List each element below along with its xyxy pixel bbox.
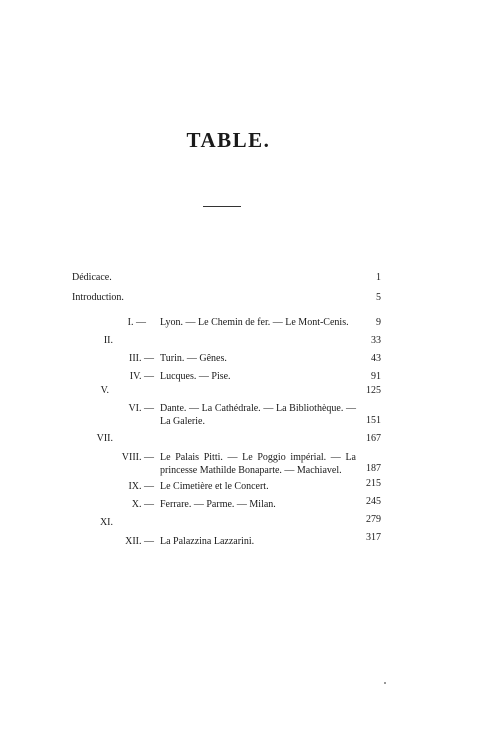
- toc-entry-text: Dédicace.: [72, 272, 112, 283]
- toc-entry-page: 91: [371, 371, 381, 382]
- toc-entry-number: III. —: [129, 353, 154, 364]
- toc-entry-number: I. —: [127, 317, 146, 328]
- toc-entry-number: X. —: [131, 499, 154, 510]
- toc-entry-page: 5: [376, 292, 381, 303]
- toc-entry-page: 43: [371, 353, 381, 364]
- toc-entry-number: XI.: [99, 517, 113, 528]
- title-rule: [203, 206, 241, 207]
- toc-entry-number: VI. —: [128, 403, 154, 414]
- toc-entry-text: Ferrare. — Parme. — Milan.: [160, 499, 276, 510]
- toc-entry-page: 33: [371, 335, 381, 346]
- toc-entry-number: XII. —: [125, 536, 154, 547]
- toc-entry-page: 317: [366, 532, 381, 543]
- toc-entry-page: 167: [366, 433, 381, 444]
- toc-entry-text: Introduction.: [72, 292, 124, 303]
- toc-entry-number: VII.: [96, 433, 113, 444]
- toc-entry-page: 245: [366, 496, 381, 507]
- toc-entry-number: V.: [100, 385, 109, 396]
- toc-entry-page: 215: [366, 478, 381, 489]
- toc-entry-number: II.: [103, 335, 113, 346]
- toc-entry-page: 9: [376, 317, 381, 328]
- toc-entry-text: Turin. — Gênes.: [160, 353, 227, 364]
- toc-entry-text: La Palazzina Lazzarini.: [160, 536, 255, 547]
- toc-entry-page: 1: [376, 272, 381, 283]
- toc-entry-page: 187: [366, 463, 381, 474]
- toc-entry-page: 279: [366, 514, 381, 525]
- toc-entry-page: 151: [366, 415, 381, 426]
- toc-entry-text: Lucques. — Pise.: [160, 371, 231, 382]
- toc-entry-number: IX. —: [128, 481, 154, 492]
- toc-entry-text: Le Palais Pitti. — Le Poggio impérial. — La princesse Mathilde Bonaparte. — Machiavel.: [160, 452, 356, 476]
- toc-entry-text: Dante. — La Cathédrale. — La Bibliothèque. — La Galerie.: [160, 403, 356, 427]
- toc-entry-text: Le Cimetière et le Concert.: [160, 481, 269, 492]
- toc-entry-number: VIII. —: [121, 452, 154, 463]
- paper-speck: [384, 682, 386, 684]
- toc-entry-text: Lyon. — Le Chemin de fer. — Le Mont-Cenis.: [160, 317, 349, 328]
- toc-entry-number: IV. —: [129, 371, 154, 382]
- page-title: TABLE.: [186, 128, 271, 152]
- toc-entry-page: 125: [366, 385, 381, 396]
